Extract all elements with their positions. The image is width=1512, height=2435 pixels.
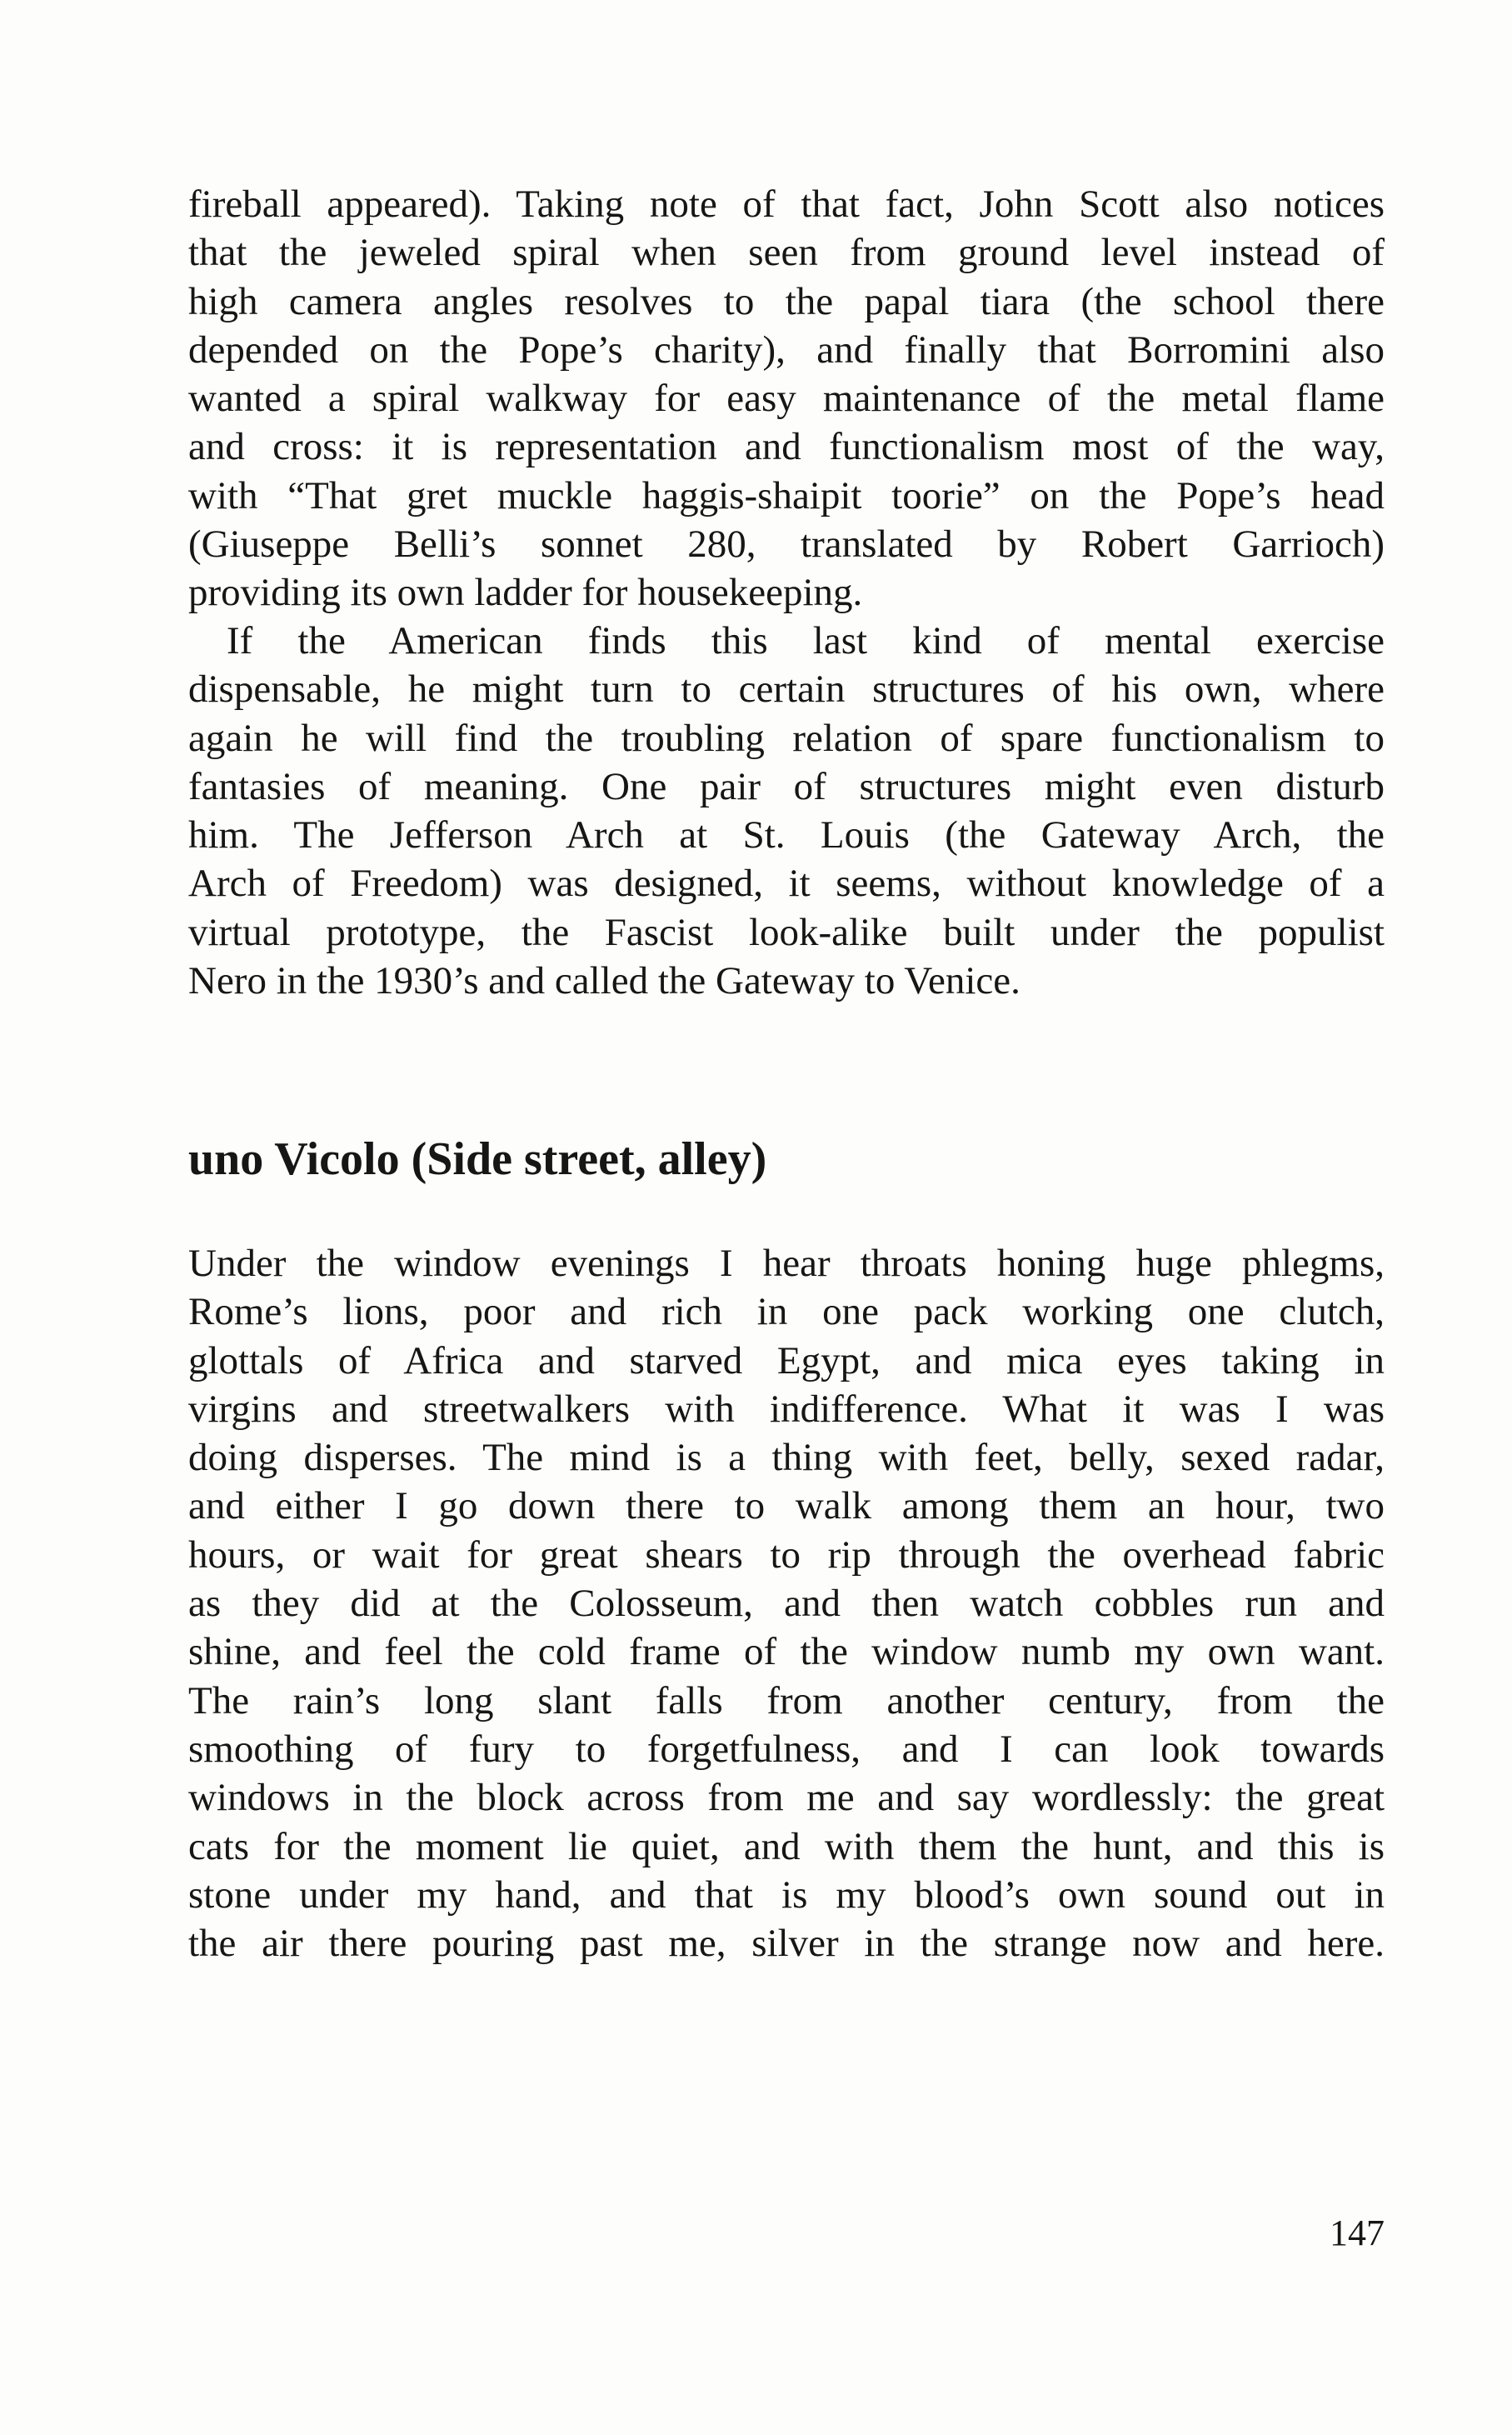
- text-line: and cross: it is representation and functionalism most of the way,: [188, 425, 1385, 469]
- text-line: him. The Jefferson Arch at St. Louis (the Gateway Arch, the: [188, 813, 1385, 858]
- text-line: Rome’s lions, poor and rich in one pack working one clutch,: [188, 1290, 1385, 1334]
- text-line: with “That gret muckle haggis-shaipit toorie” on the Pope’s head: [188, 473, 1385, 518]
- text-line: providing its own ladder for housekeeping.: [188, 571, 863, 615]
- text-line: again he will find the troubling relation of spare functionalism to: [188, 716, 1385, 760]
- text-line: Nero in the 1930’s and called the Gateway to Venice.: [188, 959, 1020, 1003]
- text-line: (Giuseppe Belli’s sonnet 280, translated by Robert Garrioch): [188, 522, 1385, 567]
- text-line: and either I go down there to walk among them an hour, two: [188, 1484, 1385, 1528]
- paragraph-american-arch: [188, 617, 1385, 1005]
- text-line: that the jeweled spiral when seen from ground level instead of: [188, 231, 1385, 275]
- text-line: Arch of Freedom) was designed, it seems, without knowledge of a: [188, 862, 1385, 906]
- text-line: as they did at the Colosseum, and then watch cobbles run and: [188, 1582, 1385, 1626]
- text-line: If the American finds this last kind of mental exercise: [227, 619, 1385, 662]
- text-line: doing disperses. The mind is a thing with feet, belly, sexed radar,: [188, 1436, 1385, 1480]
- text-line: cats for the moment lie quiet, and with them the hunt, and this is: [188, 1824, 1385, 1868]
- text-line: wanted a spiral walkway for easy maintenance of the metal flame: [188, 377, 1385, 421]
- text-line: stone under my hand, and that is my blood’s own sound out in: [188, 1872, 1385, 1917]
- text-line: virgins and streetwalkers with indifference. What it was I was: [188, 1387, 1385, 1431]
- paragraph-continued: [188, 180, 1385, 618]
- text-line: dispensable, he might turn to certain structures of his own, where: [188, 668, 1385, 712]
- text-line: The rain’s long slant falls from another century, from the: [188, 1678, 1385, 1722]
- text-line: fantasies of meaning. One pair of structures might even disturb: [188, 764, 1385, 808]
- text-line: glottals of Africa and starved Egypt, and mica eyes taking in: [188, 1338, 1385, 1382]
- paragraph-vicolo: [188, 1239, 1385, 1968]
- text-line: Under the window evenings I hear throats honing huge phlegms,: [188, 1242, 1385, 1285]
- text-line: smoothing of fury to forgetfulness, and I can look towards: [188, 1727, 1385, 1771]
- text-line: depended on the Pope’s charity), and finally that Borromini also: [188, 328, 1385, 372]
- text-line: hours, or wait for great shears to rip through the overhead fabric: [188, 1532, 1385, 1577]
- text-line: virtual prototype, the Fascist look-alike built under the populist: [188, 910, 1385, 954]
- text-line: high camera angles resolves to the papal tiara (the school there: [188, 279, 1385, 323]
- text-line: the air there pouring past me, silver in the strange now and here.: [188, 1922, 1385, 1966]
- page-number: 147: [1330, 2212, 1385, 2253]
- text-line: shine, and feel the cold frame of the window numb my own want.: [188, 1630, 1385, 1674]
- text-line: fireball appeared). Taking note of that fact, John Scott also notices: [188, 182, 1385, 226]
- section-heading: uno Vicolo (Side street, alley): [188, 1133, 767, 1185]
- text-line: windows in the block across from me and say wordlessly: the great: [188, 1776, 1385, 1820]
